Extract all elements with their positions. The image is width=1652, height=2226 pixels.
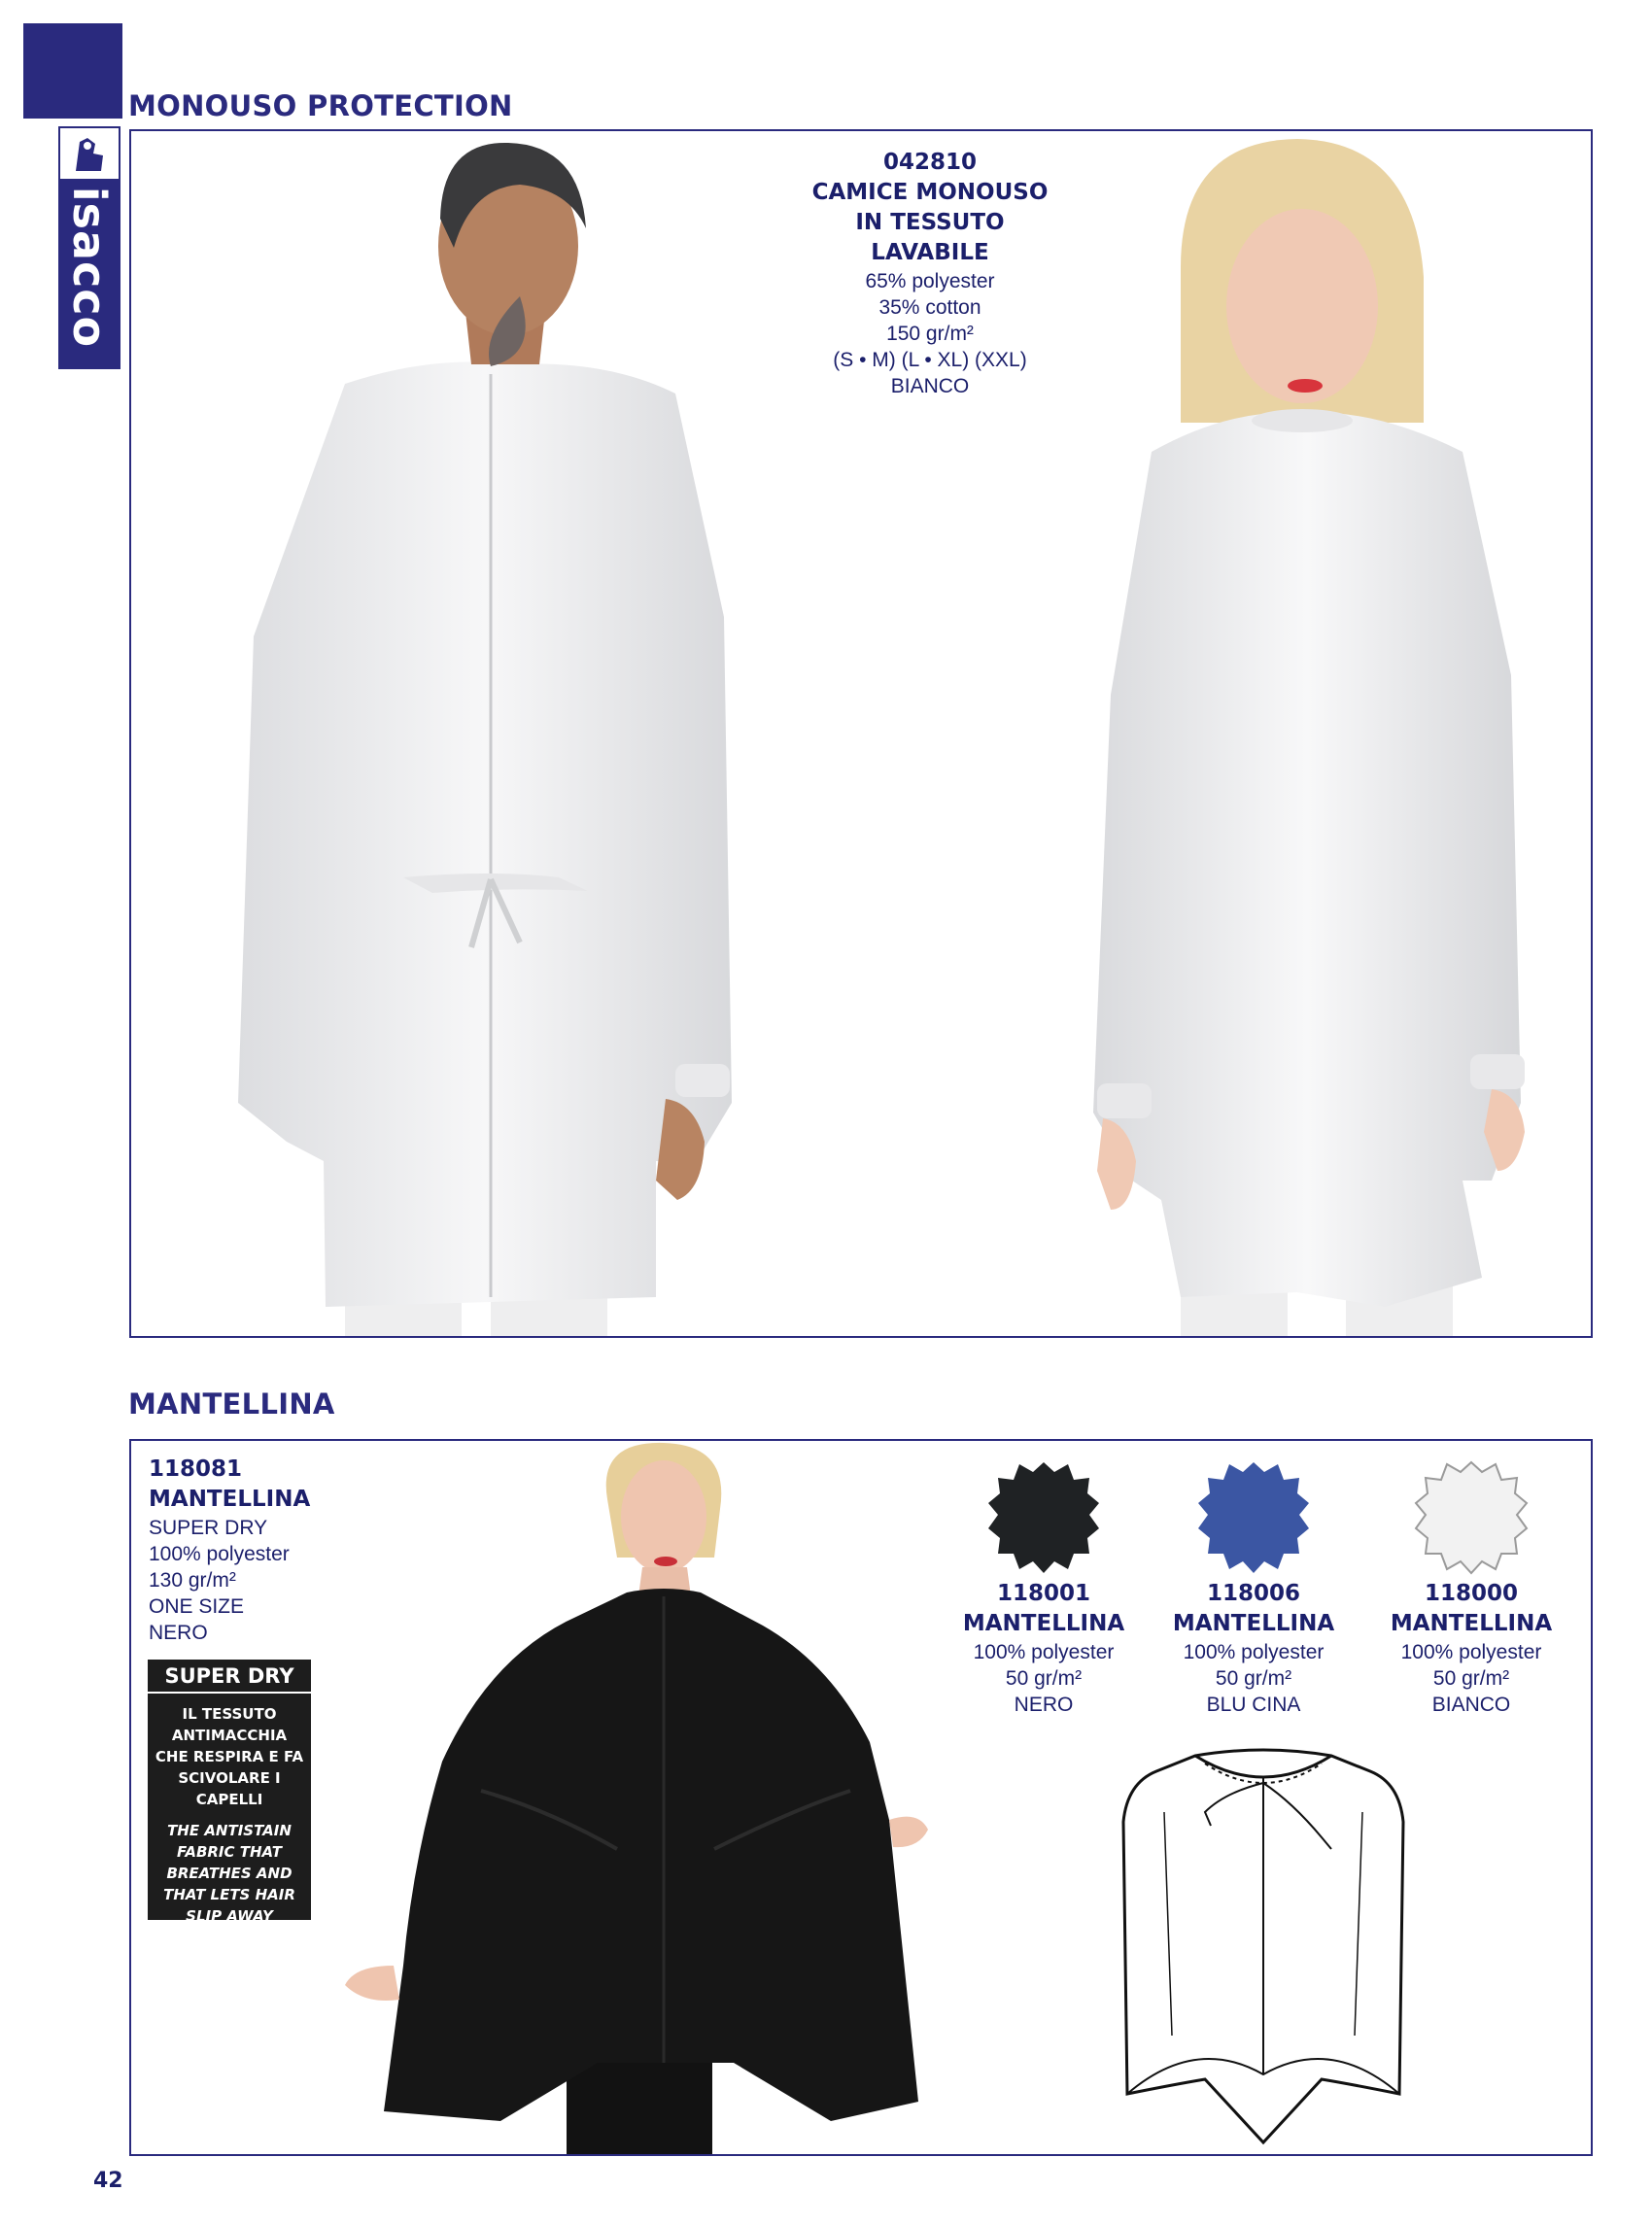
superdry-title: SUPER DRY: [148, 1660, 311, 1694]
swatch-bianco: [1414, 1460, 1529, 1575]
section-title-monouso: MONOUSO PROTECTION: [128, 89, 513, 122]
composition-2: 35% cotton: [878, 296, 981, 319]
variant-name: MANTELLINA: [1172, 1611, 1335, 1636]
swatch-nero-shape: [988, 1462, 1099, 1573]
variant-weight: 50 gr/m²: [1432, 1667, 1510, 1690]
corner-color-block: [23, 23, 122, 119]
product-name-line-1: CAMICE MONOUSO: [811, 180, 1049, 205]
variant-composition: 100% polyester: [973, 1641, 1115, 1663]
variant-composition: 100% polyester: [1183, 1641, 1325, 1663]
superdry-italian: IL TESSUTO ANTIMACCHIA CHE RESPIRA E FA SCIVOLARE I CAPELLI: [155, 1705, 304, 1808]
variant-code: 118006: [1206, 1581, 1301, 1606]
swatch-blu-cina: [1196, 1460, 1311, 1575]
variant-color: BLU CINA: [1206, 1694, 1301, 1716]
swatch-bianco-shape: [1416, 1462, 1527, 1573]
superdry-english: THE ANTISTAIN FABRIC THAT BREATHES AND THAT LETS HAIR SLIP AWAY: [163, 1822, 295, 1925]
variant-weight: 50 gr/m²: [1215, 1667, 1292, 1690]
variant-spec-blu-cina: [1156, 1579, 1351, 1718]
photo-woman-gown-front: [1035, 131, 1593, 1338]
section-title-mantellina: MANTELLINA: [128, 1387, 335, 1421]
variant-code: 118001: [996, 1581, 1091, 1606]
page-number: 42: [93, 2169, 123, 2193]
brand-logo: [58, 126, 120, 369]
product-code: 042810: [882, 150, 978, 175]
size-range: (S • M) (L • XL) (XXL): [833, 349, 1027, 371]
variant-composition: 100% polyester: [1400, 1641, 1542, 1663]
product-panel-cape: [129, 1439, 1593, 2156]
variant-weight: 50 gr/m²: [1005, 1667, 1083, 1690]
composition-1: 65% polyester: [865, 270, 995, 292]
product-name-line-3: LAVABILE: [871, 240, 989, 265]
variant-color: BIANCO: [1431, 1694, 1511, 1716]
swatch-blu-shape: [1198, 1462, 1309, 1573]
photo-woman-black-cape: [306, 1441, 1006, 2156]
product-panel-gown: [129, 129, 1593, 1338]
cape-line-3: 130 gr/m²: [149, 1569, 236, 1592]
cape-line-4: ONE SIZE: [149, 1595, 245, 1618]
cape-line-2: 100% polyester: [149, 1543, 290, 1565]
superdry-callout: [148, 1660, 311, 1925]
variant-name: MANTELLINA: [962, 1611, 1125, 1636]
variant-color: NERO: [1014, 1694, 1074, 1716]
photo-man-gown-back: [199, 131, 821, 1338]
cape-code: 118081: [149, 1456, 243, 1482]
variant-spec-bianco: [1374, 1579, 1568, 1718]
product-color: BIANCO: [890, 375, 970, 397]
cape-name: MANTELLINA: [149, 1487, 311, 1512]
cape-technical-drawing: [1108, 1744, 1419, 2152]
brand-figure-icon: [66, 134, 113, 175]
product-spec-gown: [784, 148, 1076, 399]
product-spec-cape: [149, 1455, 372, 1646]
swatch-nero: [986, 1460, 1101, 1575]
variant-code: 118000: [1424, 1581, 1519, 1606]
cape-line-5: NERO: [149, 1622, 208, 1644]
cape-line-1: SUPER DRY: [149, 1517, 268, 1539]
fabric-weight: 150 gr/m²: [886, 323, 974, 345]
brand-name: isacco: [63, 186, 116, 348]
product-name-line-2: IN TESSUTO: [855, 210, 1005, 235]
variant-name: MANTELLINA: [1390, 1611, 1553, 1636]
variant-spec-nero: [946, 1579, 1141, 1718]
